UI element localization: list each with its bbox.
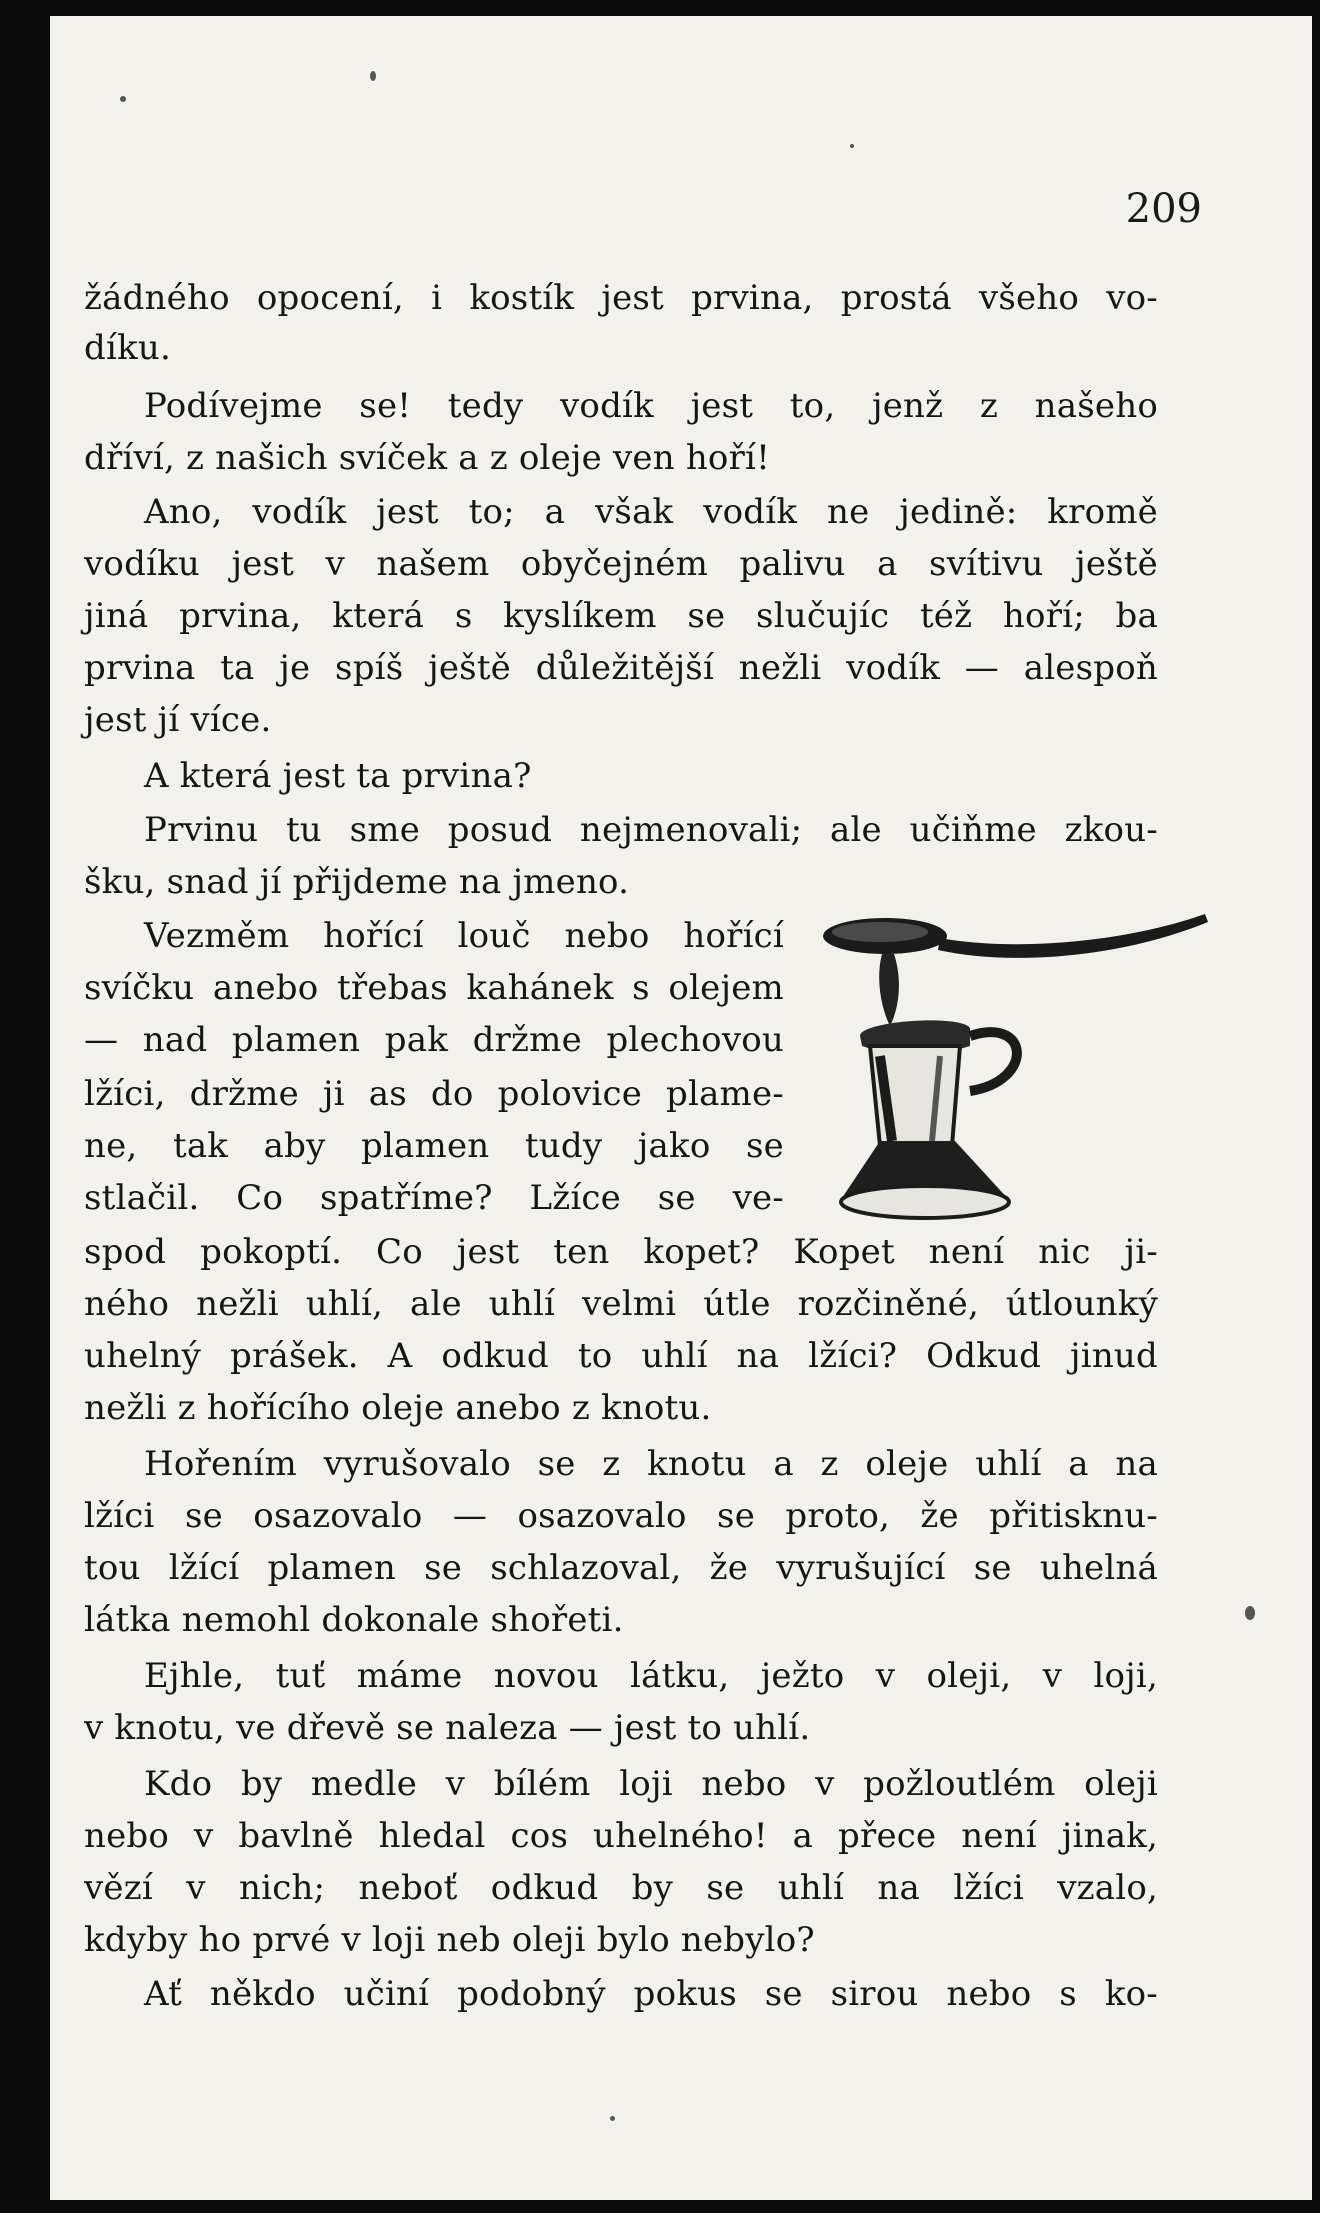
text-line: Kdo by medle v bílém loji nebo v požloutlém oleji	[144, 1764, 1158, 1804]
text-line: stlačil. Co spatříme? Lžíce se ve-	[84, 1178, 784, 1218]
lamp-and-spoon-icon	[820, 896, 1210, 1236]
text-line: jiná prvina, která s kyslíkem se slučujíc též hoří; ba	[84, 596, 1158, 636]
text-line: nežli z hořícího oleje anebo z knotu.	[84, 1388, 712, 1428]
text-line: kdyby ho prvé v loji neb oleji bylo nebylo?	[84, 1920, 815, 1960]
text-line: díku.	[84, 328, 171, 368]
text-line: dříví, z našich svíček a z oleje ven hoří!	[84, 438, 770, 478]
text-line: lžíci se osazovalo — osazovalo se proto, že přitisknu-	[84, 1496, 1158, 1536]
paper-speck	[370, 71, 376, 81]
text-line: Ať někdo učiní podobný pokus se sirou nebo s ko-	[144, 1974, 1158, 2014]
text-line: lžíci, držme ji as do polovice plame-	[84, 1074, 784, 1114]
text-line: látka nemohl dokonale shořeti.	[84, 1600, 624, 1640]
text-line: Ejhle, tuť máme novou látku, ježto v oleji, v loji,	[144, 1656, 1158, 1696]
text-line: spod pokoptí. Co jest ten kopet? Kopet není nic ji-	[84, 1232, 1158, 1272]
text-line: Vezměm hořící louč nebo hořící	[144, 916, 784, 956]
text-line: šku, snad jí přijdeme na jmeno.	[84, 862, 630, 902]
text-line: Podívejme se! tedy vodík jest to, jenž z našeho	[144, 386, 1158, 426]
text-line: nebo v bavlně hledal cos uhelného! a přece není jinak,	[84, 1816, 1158, 1856]
paper-speck	[1245, 1606, 1255, 1620]
text-line: vodíku jest v našem obyčejném palivu a svítivu ještě	[84, 544, 1158, 584]
text-line: prvina ta je spíš ještě důležitější nežli vodík — alespoň	[84, 648, 1158, 688]
page-number: 209	[1125, 186, 1202, 232]
text-line: jest jí více.	[84, 700, 272, 740]
text-line: vězí v nich; neboť odkud by se uhlí na lžíci vzalo,	[84, 1868, 1158, 1908]
book-page	[50, 16, 1312, 2200]
text-line: ného nežli uhlí, ale uhlí velmi útle rozčiněné, útlounký	[84, 1284, 1158, 1324]
text-line: uhelný prášek. A odkud to uhlí na lžíci? Odkud jinud	[84, 1336, 1158, 1376]
text-line: Ano, vodík jest to; a však vodík ne jedině: kromě	[144, 492, 1158, 532]
text-line: tou lžící plamen se schlazoval, že vyrušující se uhelná	[84, 1548, 1158, 1588]
text-line: — nad plamen pak držme plechovou	[84, 1020, 784, 1060]
text-line: ne, tak aby plamen tudy jako se	[84, 1126, 784, 1166]
paper-speck	[610, 2116, 615, 2121]
text-line: svíčku anebo třebas kahánek s olejem	[84, 968, 784, 1008]
text-line: A která jest ta prvina?	[144, 756, 532, 796]
text-line: žádného opocení, i kostík jest prvina, prostá všeho vo-	[84, 278, 1158, 318]
text-line: Hořením vyrušovalo se z knotu a z oleje uhlí a na	[144, 1444, 1158, 1484]
paper-speck	[120, 96, 126, 102]
text-line: Prvinu tu sme posud nejmenovali; ale učiňme zkou-	[144, 810, 1158, 850]
text-line: v knotu, ve dřevě se naleza — jest to uhlí.	[84, 1708, 811, 1748]
paper-speck	[850, 144, 854, 148]
